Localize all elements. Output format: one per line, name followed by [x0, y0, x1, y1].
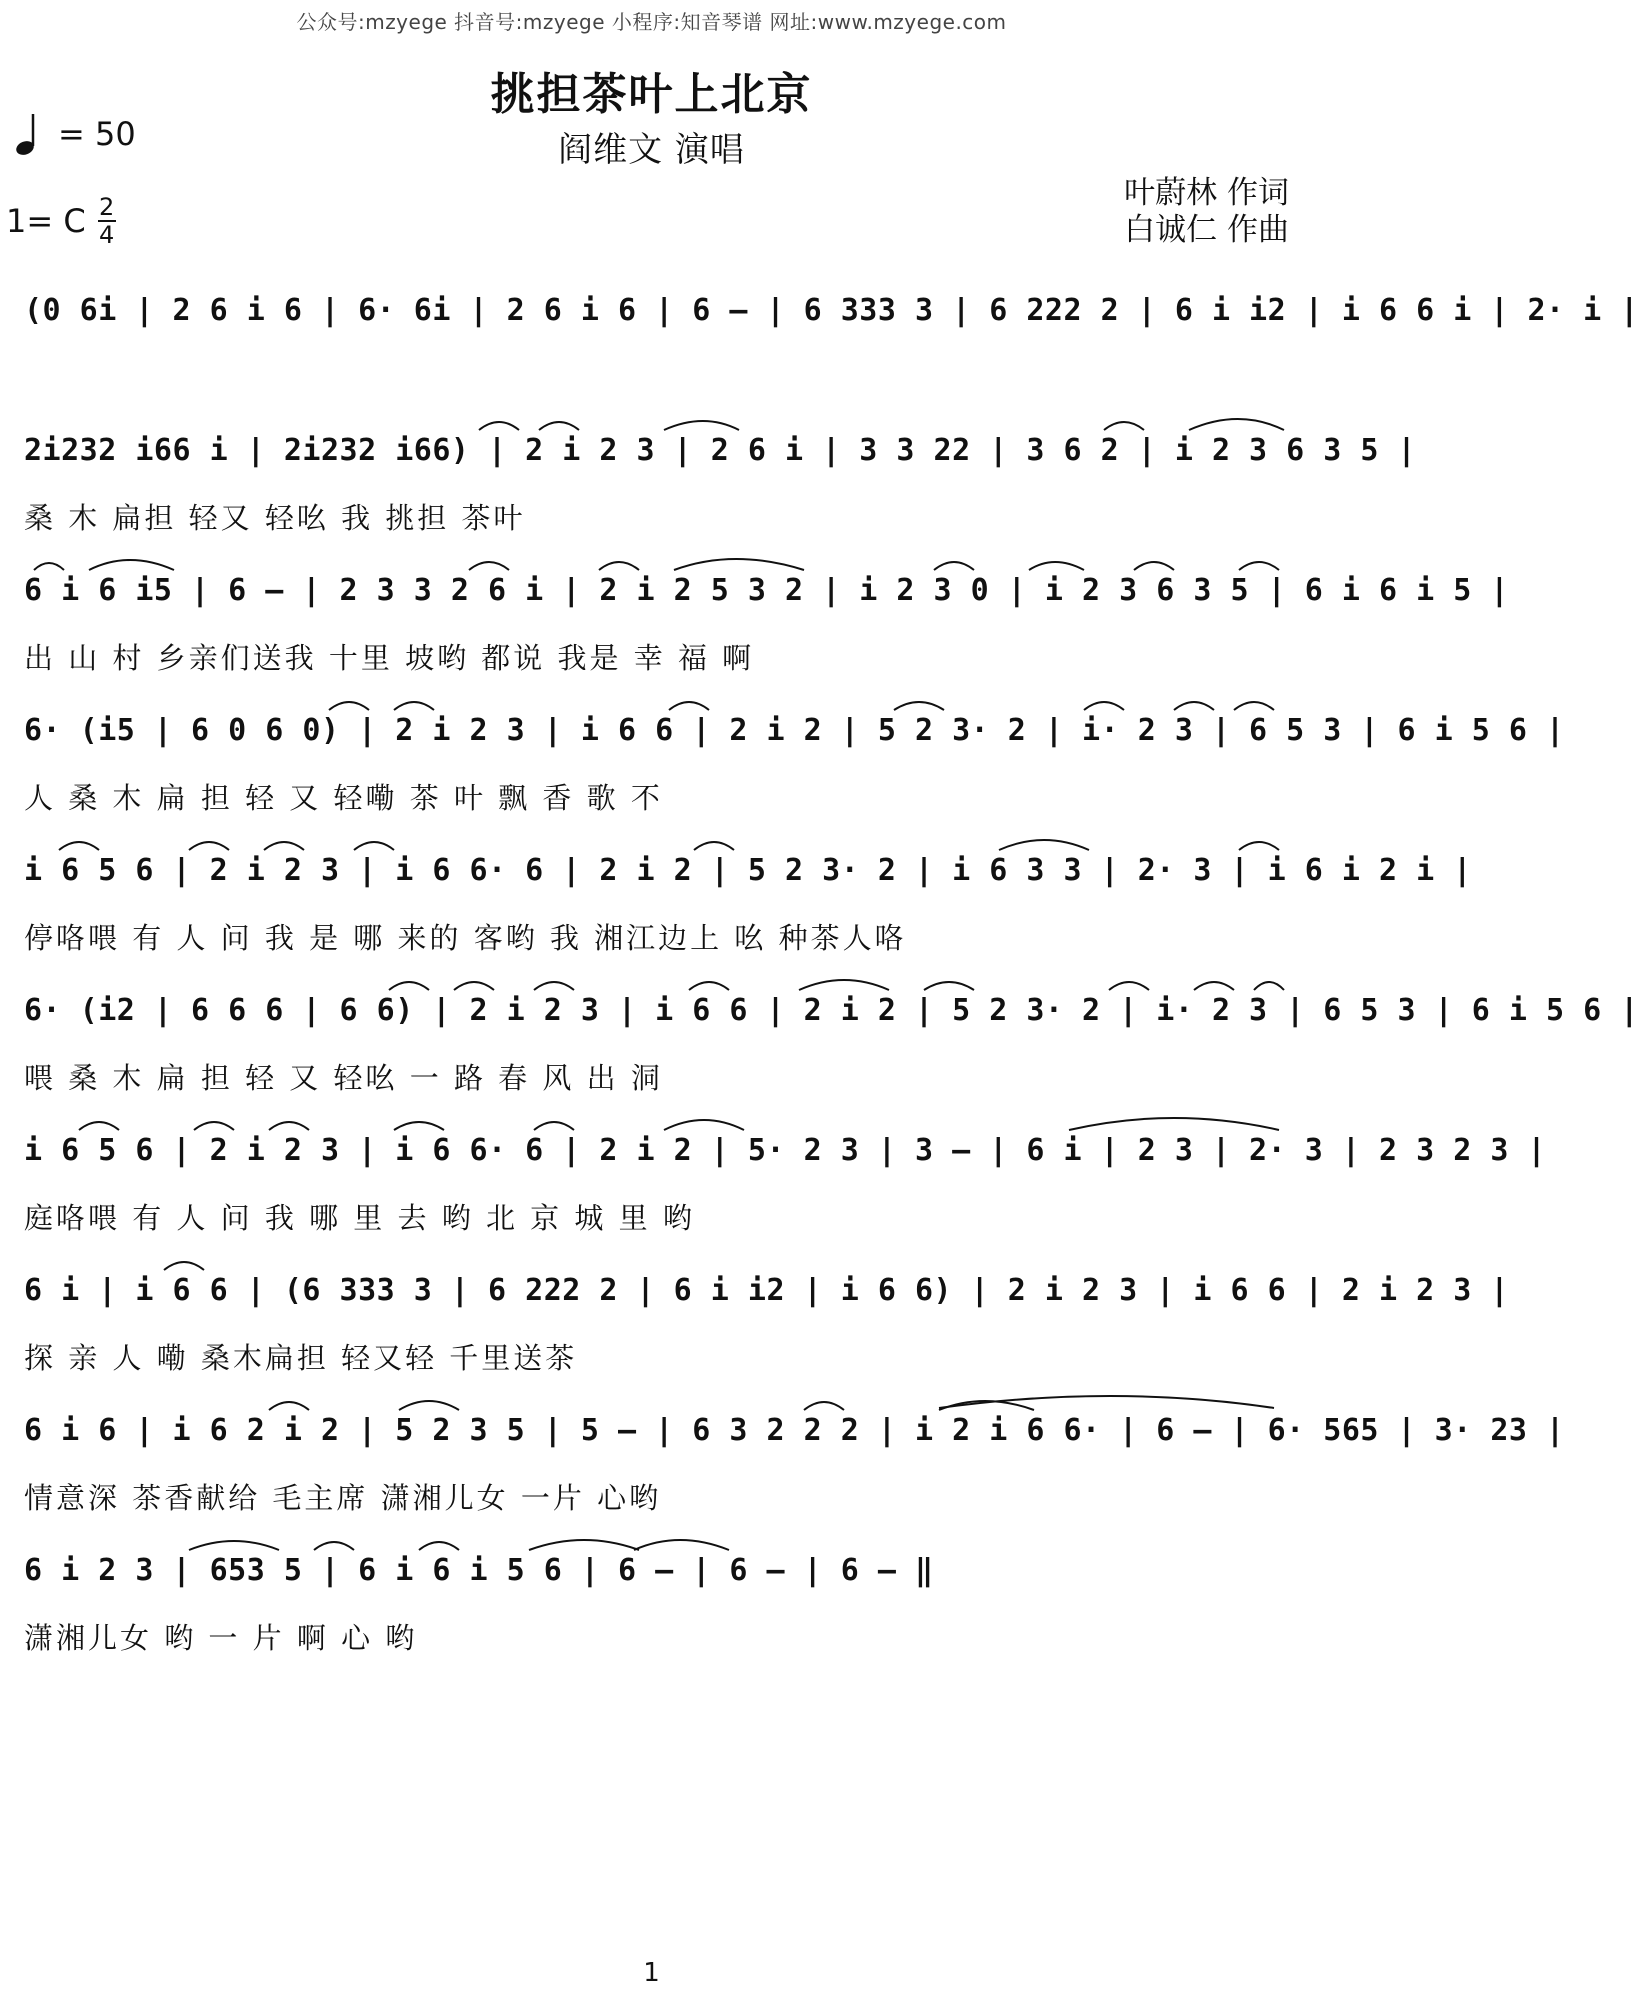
lyrics-line: 庭咯喂 有 人 问 我 哪 里 去 哟 北 京 城 里 哟	[24, 1201, 695, 1235]
notation-line: 6 i 2 3 | 653 5 | 6 i 6 i 5 6 | 6 — | 6 — | 6 — ‖	[24, 1553, 934, 1588]
score-system-3	[24, 560, 1509, 700]
notation-line: 6 i | i 6 6 | (6 333 3 | 6 222 2 | 6 i i2 | i 6 6) | 2 i 2 3 | i 6 6 | 2 i 2 3 |	[24, 1273, 1509, 1308]
score-system-2	[24, 420, 1417, 560]
notation-line: i 6 5 6 | 2 i 2 3 | i 6 6· 6 | 2 i 2 | 5 2 3· 2 | i 6 3 3 | 2· 3 | i 6 i 2 i |	[24, 853, 1472, 888]
score-system-7	[24, 1120, 1547, 1260]
lyrics-line: 停咯喂 有 人 问 我 是 哪 来的 客哟 我 湘江边上 吆 种茶人咯	[24, 921, 907, 955]
lyricist-credit: 叶蔚林 作词	[1124, 175, 1289, 211]
notation-line: 2i232 i66 i | 2i232 i66) | 2 i 2 3 | 2 6 i | 3 3 22 | 3 6 2 | i 2 3 6 3 5 |	[24, 433, 1417, 468]
tempo-text: = 50	[58, 115, 136, 153]
lyrics-line: 情意深 茶香献给 毛主席 潇湘儿女 一片 心哟	[24, 1481, 662, 1515]
score-system-10	[24, 1540, 1294, 1680]
notation-line: 6 i 6 i5 | 6 — | 2 3 3 2 6 i | 2 i 2 5 3 2 | i 2 3 0 | i 2 3 6 3 5 | 6 i 6 i 5 |	[24, 573, 1509, 608]
key-label: 1= C	[6, 202, 86, 240]
score-system-6	[24, 980, 1639, 1120]
notation-line: (0 6i | 2 6 i 6 | 6· 6i | 2 6 i 6 | 6 — | 6 333 3 | 6 222 2 | 6 i i2 | i 6 6 i | 2· i |	[24, 293, 1639, 328]
time-signature-bottom: 4	[99, 221, 115, 249]
header-note: 公众号:mzyege 抖音号:mzyege 小程序:知音琴谱 网址:www.mzyege.com	[296, 10, 1007, 34]
lyrics-line: 人 桑 木 扁 担 轻 又 轻嘞 茶 叶 飘 香 歌 不	[24, 781, 663, 815]
song-title: 挑担茶叶上北京	[490, 69, 813, 120]
lyrics-line: 出 山 村 乡亲们送我 十里 坡哟 都说 我是 幸 福 啊	[24, 641, 755, 675]
score-system-9	[24, 1400, 1565, 1540]
singer-credit: 阎维文 演唱	[558, 130, 745, 170]
notation-line: i 6 5 6 | 2 i 2 3 | i 6 6· 6 | 2 i 2 | 5· 2 3 | 3 — | 6 i | 2 3 | 2· 3 | 2 3 2 3 |	[24, 1133, 1547, 1168]
notation-line: 6· (i5 | 6 0 6 0) | 2 i 2 3 | i 6 6 | 2 i 2 | 5 2 3· 2 | i· 2 3 | 6 5 3 | 6 i 5 6 |	[24, 713, 1565, 748]
composer-credit: 白诚仁 作曲	[1124, 212, 1289, 248]
time-signature	[98, 195, 116, 247]
lyrics-line: 喂 桑 木 扁 担 轻 又 轻吆 一 路 春 风 出 洞	[24, 1061, 663, 1095]
key-signature	[6, 195, 116, 247]
score-system-8	[24, 1260, 1509, 1400]
lyrics-line: 潇湘儿女 哟 一 片 啊 心 哟	[24, 1621, 418, 1655]
credits	[1124, 175, 1289, 249]
score-system-4	[24, 700, 1565, 840]
page-number: 1	[643, 1958, 660, 1988]
score-system-5	[24, 840, 1472, 980]
lyrics-line: 桑 木 扁担 轻又 轻吆 我 挑担 茶叶	[24, 501, 526, 535]
score-system-1	[24, 280, 1639, 420]
notation-line: 6 i 6 | i 6 2 i 2 | 5 2 3 5 | 5 — | 6 3 2 2 2 | i 2 i 6 6· | 6 — | 6· 565 | 3· 23 |	[24, 1413, 1565, 1448]
time-signature-top: 2	[99, 193, 115, 221]
lyrics-line	[24, 356, 1294, 400]
lyrics-line: 探 亲 人 嘞 桑木扁担 轻又轻 千里送茶	[24, 1341, 578, 1375]
notation-line: 6· (i2 | 6 6 6 | 6 6) | 2 i 2 3 | i 6 6 | 2 i 2 | 5 2 3· 2 | i· 2 3 | 6 5 3 | 6 i 5 6 |	[24, 993, 1639, 1028]
